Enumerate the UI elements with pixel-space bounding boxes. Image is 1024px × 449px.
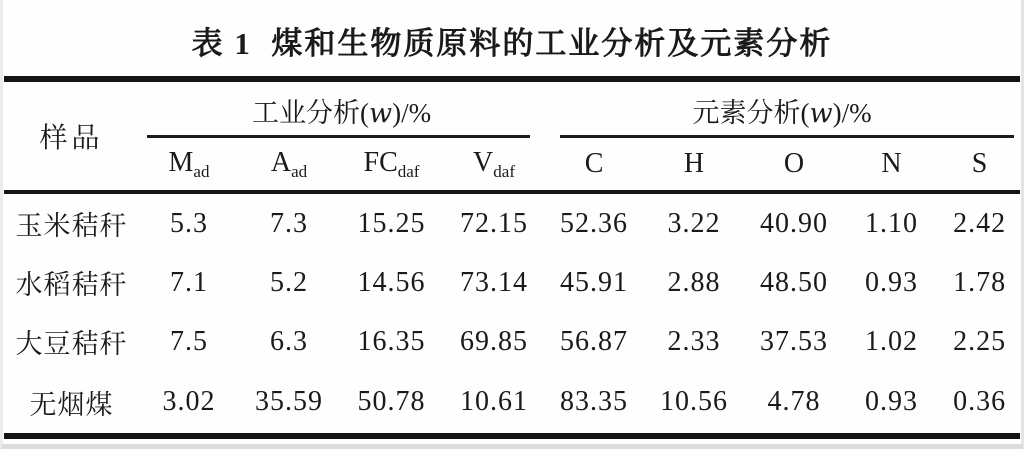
col-header-s: S [971, 148, 988, 179]
value-cell: 48.50 [760, 266, 829, 298]
analysis-table [4, 76, 1020, 439]
col-header-aad [239, 138, 339, 192]
value-cell: 40.90 [760, 207, 829, 239]
value-cell: 45.91 [560, 266, 629, 298]
col-header-mad [139, 138, 239, 192]
value-cell: 2.33 [667, 325, 721, 357]
value-cell: 2.88 [667, 266, 721, 298]
value-cell: 10.56 [660, 386, 729, 417]
value-cell: 6.3 [270, 325, 308, 357]
ultimate-analysis-group-header [544, 79, 1020, 138]
sample-name: 玉米秸秆 [15, 211, 128, 241]
proximate-label-post: )/% [392, 97, 432, 128]
ultimate-label-pre: 元素分析( [692, 97, 810, 128]
value-cell: 73.14 [460, 266, 529, 298]
col-header-aad-symbol: A [270, 146, 292, 178]
value-cell: 15.25 [357, 207, 426, 239]
value-cell: 69.85 [460, 325, 529, 357]
value-cell: 3.02 [162, 386, 216, 417]
table-row-anthracite [4, 371, 1020, 436]
value-cell: 1.78 [953, 266, 1007, 298]
value-cell: 0.93 [865, 266, 919, 298]
sample-name: 无烟煤 [29, 389, 114, 420]
value-cell: 4.78 [767, 386, 821, 417]
value-cell: 5.2 [270, 266, 308, 298]
value-cell: 56.87 [560, 325, 629, 357]
value-cell: 10.61 [460, 386, 529, 417]
proximate-label-var: w [368, 97, 393, 129]
col-header-vdaf-symbol: V [473, 146, 494, 178]
value-cell: 1.02 [865, 325, 919, 357]
col-header-c: C [584, 148, 604, 179]
sample-column-header: 样品 [39, 123, 104, 154]
value-cell: 14.56 [357, 266, 426, 298]
value-cell: 16.35 [357, 325, 426, 357]
value-cell: 0.93 [865, 386, 919, 417]
value-cell: 0.36 [953, 386, 1007, 417]
col-header-mad-subscript: ad [193, 161, 210, 181]
value-cell: 50.78 [357, 386, 426, 417]
value-cell: 7.1 [170, 266, 208, 298]
subheader-row [4, 138, 1020, 192]
table-row-rice-straw [4, 253, 1020, 312]
value-cell: 72.15 [460, 207, 529, 239]
value-cell: 2.25 [953, 325, 1007, 357]
ultimate-group-underline [560, 135, 1014, 138]
col-header-mad-symbol: M [168, 146, 194, 178]
value-cell: 1.10 [865, 207, 919, 239]
col-header-n: N [881, 148, 902, 179]
col-header-fcdaf-subscript: daf [397, 161, 420, 181]
col-header-vdaf [444, 138, 544, 192]
col-header-h: H [683, 148, 705, 179]
proximate-label-pre: 工业分析( [251, 97, 369, 128]
col-header-fcdaf [339, 138, 444, 192]
col-header-fcdaf-symbol: FC [363, 146, 398, 178]
group-header-row [4, 79, 1020, 138]
sample-name: 水稻秸秆 [15, 270, 128, 300]
table-row-soybean-stalk [4, 312, 1020, 371]
value-cell: 2.42 [953, 207, 1007, 239]
ultimate-label-post: )/% [832, 97, 872, 128]
table-caption: 表 1 煤和生物质原料的工业分析及元素分析 [191, 25, 833, 61]
table-row-corn-stalk [4, 192, 1020, 253]
sample-name: 大豆秸秆 [15, 329, 128, 359]
value-cell: 7.3 [270, 207, 308, 239]
col-header-vdaf-subscript: daf [493, 161, 515, 181]
value-cell: 3.22 [667, 207, 721, 239]
col-header-o: O [783, 148, 805, 179]
value-cell: 37.53 [760, 325, 829, 357]
value-cell: 35.59 [255, 386, 323, 417]
value-cell: 5.3 [170, 207, 208, 239]
value-cell: 83.35 [560, 386, 629, 417]
value-cell: 7.5 [170, 325, 208, 357]
ultimate-label-var: w [809, 97, 833, 129]
value-cell: 52.36 [560, 207, 629, 239]
proximate-analysis-group-header [139, 79, 544, 138]
proximate-group-underline [147, 135, 530, 138]
col-header-aad-subscript: ad [291, 161, 308, 181]
